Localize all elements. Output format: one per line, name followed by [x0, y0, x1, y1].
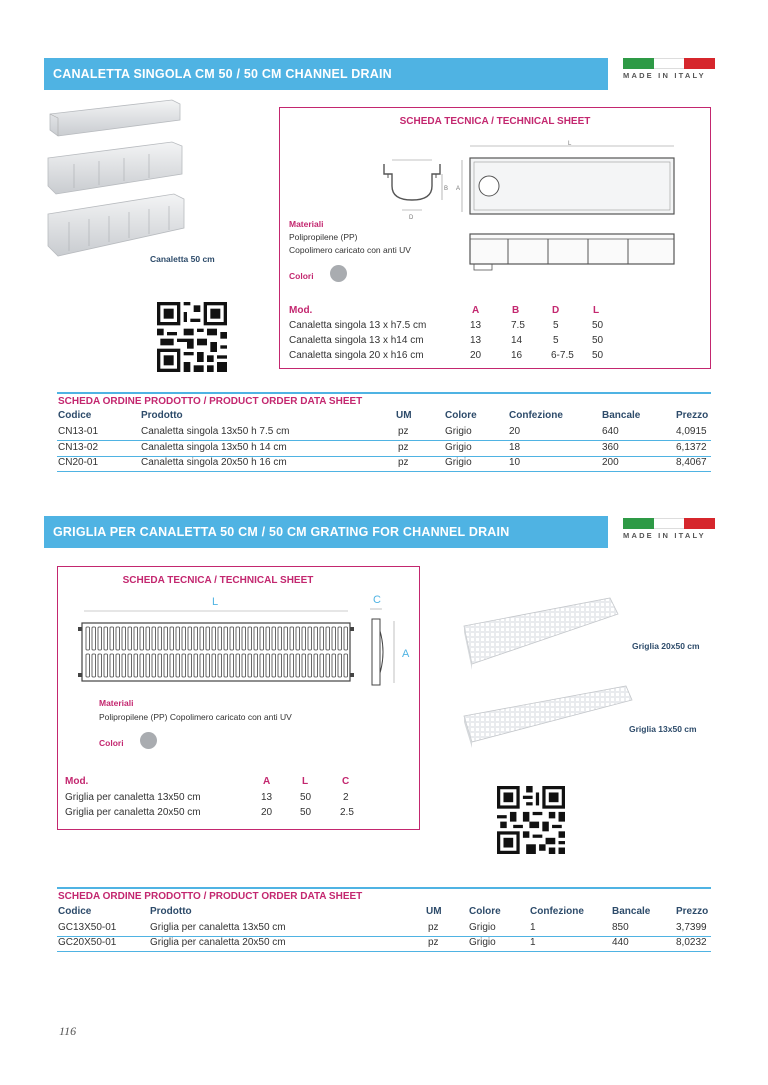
- row-divider: [57, 440, 711, 441]
- order-cell: 1: [530, 922, 536, 933]
- grating-caption-20x50: Griglia 20x50 cm: [632, 641, 700, 651]
- section2-banner: GRIGLIA PER CANALETTA 50 CM / 50 CM GRATING FOR CHANNEL DRAIN: [44, 516, 608, 548]
- technical-sheet-title: SCHEDA TECNICA / TECHNICAL SHEET: [399, 116, 591, 127]
- spec-header-l: L: [593, 305, 600, 316]
- spec-cell: 5: [553, 320, 559, 331]
- spec-header-b: B: [512, 305, 520, 316]
- colors-label: Colori: [99, 738, 124, 748]
- order-table-title: SCHEDA ORDINE PRODOTTO / PRODUCT ORDER DATA SHEET: [58, 891, 363, 902]
- table-bottom-rule: [57, 471, 711, 472]
- order-table-top-rule: [57, 392, 711, 394]
- order-cell: GC20X50-01: [58, 937, 117, 948]
- label-A: A: [456, 186, 461, 192]
- order-cell: Grigio: [445, 442, 472, 453]
- order-cell: Grigio: [469, 937, 496, 948]
- order-cell: 18: [509, 442, 521, 453]
- spec-cell: 13: [470, 335, 482, 346]
- spec-cell: Griglia per canaletta 13x50 cm: [65, 792, 201, 803]
- materials-line1: Polipropilene (PP) Copolimero caricato con anti UV: [99, 712, 292, 722]
- label-L: L: [568, 141, 572, 147]
- col-header-prezzo: Prezzo: [676, 906, 709, 917]
- cross-section-drawing: [378, 156, 449, 222]
- spec-cell: 13: [261, 792, 273, 803]
- col-header-prodotto: Prodotto: [141, 410, 183, 421]
- spec-cell: 50: [592, 350, 604, 361]
- technical-sheet-box: [279, 107, 711, 369]
- order-table-top-rule: [57, 887, 711, 889]
- spec-cell: 20: [261, 807, 273, 818]
- section1-banner: CANALETTA SINGOLA CM 50 / 50 CM CHANNEL DRAIN: [44, 58, 608, 90]
- side-view-drawing: [468, 230, 678, 272]
- materials-line1: Polipropilene (PP): [289, 232, 358, 242]
- order-cell: pz: [398, 426, 409, 437]
- col-header-um: UM: [426, 906, 442, 917]
- label-L: L: [212, 596, 219, 608]
- spec-cell: 5: [553, 335, 559, 346]
- qr-code: [497, 786, 565, 854]
- order-cell: GC13X50-01: [58, 922, 117, 933]
- grating-caption-13x50: Griglia 13x50 cm: [629, 724, 697, 734]
- technical-sheet-title: SCHEDA TECNICA / TECHNICAL SHEET: [122, 575, 314, 586]
- materials-label: Materiali: [289, 219, 324, 229]
- order-cell: CN20-01: [58, 457, 99, 468]
- spec-cell: Canaletta singola 13 x h7.5 cm: [289, 320, 427, 331]
- order-cell: 8,4067: [676, 457, 707, 468]
- spec-cell: 2.5: [340, 807, 354, 818]
- order-cell: Grigio: [445, 457, 472, 468]
- order-cell: 200: [602, 457, 619, 468]
- spec-cell: Canaletta singola 13 x h14 cm: [289, 335, 424, 346]
- order-cell: 3,7399: [676, 922, 707, 933]
- order-cell: 1: [530, 937, 536, 948]
- color-swatch-grey: [140, 732, 157, 749]
- color-swatch-grey: [330, 265, 347, 282]
- order-cell: 4,0915: [676, 426, 707, 437]
- col-header-prezzo: Prezzo: [676, 410, 709, 421]
- order-cell: pz: [398, 457, 409, 468]
- order-cell: pz: [428, 937, 439, 948]
- spec-header-c: C: [342, 776, 350, 787]
- label-C: C: [373, 594, 381, 606]
- order-table-title: SCHEDA ORDINE PRODOTTO / PRODUCT ORDER DATA SHEET: [58, 396, 363, 407]
- spec-cell: 50: [592, 320, 604, 331]
- col-header-bancale: Bancale: [602, 410, 641, 421]
- order-cell: Griglia per canaletta 20x50 cm: [150, 937, 286, 948]
- col-header-codice: Codice: [58, 906, 92, 917]
- label-D: D: [409, 215, 414, 221]
- spec-cell: 50: [592, 335, 604, 346]
- spec-cell: 14: [511, 335, 523, 346]
- spec-cell: 50: [300, 807, 312, 818]
- order-cell: 360: [602, 442, 619, 453]
- order-cell: pz: [428, 922, 439, 933]
- order-cell: 20: [509, 426, 521, 437]
- spec-cell: 6-7.5: [551, 350, 574, 361]
- order-cell: 440: [612, 937, 629, 948]
- order-cell: 8,0232: [676, 937, 707, 948]
- col-header-colore: Colore: [469, 906, 501, 917]
- page-number: 116: [59, 1024, 77, 1038]
- order-cell: Grigio: [445, 426, 472, 437]
- materials-label: Materiali: [99, 698, 134, 708]
- order-cell: 6,1372: [676, 442, 707, 453]
- spec-header-a: A: [472, 305, 480, 316]
- order-cell: Griglia per canaletta 13x50 cm: [150, 922, 286, 933]
- spec-cell: 2: [343, 792, 349, 803]
- col-header-bancale: Bancale: [612, 906, 651, 917]
- order-cell: 640: [602, 426, 619, 437]
- made-in-italy-text: MADE IN ITALY: [623, 531, 706, 540]
- col-header-prodotto: Prodotto: [150, 906, 192, 917]
- spec-header-d: D: [552, 305, 560, 316]
- order-cell: Canaletta singola 13x50 h 7.5 cm: [141, 426, 290, 437]
- spec-cell: Canaletta singola 20 x h16 cm: [289, 350, 424, 361]
- order-cell: Canaletta singola 13x50 h 14 cm: [141, 442, 287, 453]
- grating-drawing: [76, 591, 410, 695]
- col-header-codice: Codice: [58, 410, 92, 421]
- made-in-italy-flag: [623, 518, 715, 540]
- technical-sheet-box: [57, 566, 420, 830]
- order-cell: Canaletta singola 20x50 h 16 cm: [141, 457, 287, 468]
- order-cell: Grigio: [469, 922, 496, 933]
- label-B: B: [444, 186, 449, 192]
- spec-cell: 7.5: [511, 320, 525, 331]
- order-cell: pz: [398, 442, 409, 453]
- order-cell: 850: [612, 922, 629, 933]
- top-view-drawing: [456, 138, 680, 218]
- spec-cell: 13: [470, 320, 482, 331]
- spec-cell: 20: [470, 350, 482, 361]
- col-header-um: UM: [396, 410, 412, 421]
- spec-cell: Griglia per canaletta 20x50 cm: [65, 807, 201, 818]
- table-bottom-rule: [57, 951, 711, 952]
- order-cell: 10: [509, 457, 521, 468]
- colors-label: Colori: [289, 271, 314, 281]
- spec-header-a: A: [263, 776, 271, 787]
- order-cell: CN13-01: [58, 426, 99, 437]
- image-caption: Canaletta 50 cm: [150, 254, 215, 264]
- col-header-confezione: Confezione: [530, 906, 584, 917]
- col-header-colore: Colore: [445, 410, 477, 421]
- col-header-confezione: Confezione: [509, 410, 563, 421]
- spec-header-l: L: [302, 776, 309, 787]
- made-in-italy-text: MADE IN ITALY: [623, 71, 706, 80]
- spec-cell: 50: [300, 792, 312, 803]
- qr-code: [157, 302, 227, 372]
- grating-photo: [460, 592, 640, 752]
- made-in-italy-flag: [623, 58, 715, 80]
- label-A: A: [402, 648, 410, 660]
- order-cell: CN13-02: [58, 442, 99, 453]
- channel-drain-photo: [44, 96, 194, 266]
- materials-line2: Copolimero caricato con anti UV: [289, 245, 411, 255]
- spec-cell: 16: [511, 350, 523, 361]
- spec-header-mod: Mod.: [65, 776, 89, 787]
- spec-header-mod: Mod.: [289, 305, 313, 316]
